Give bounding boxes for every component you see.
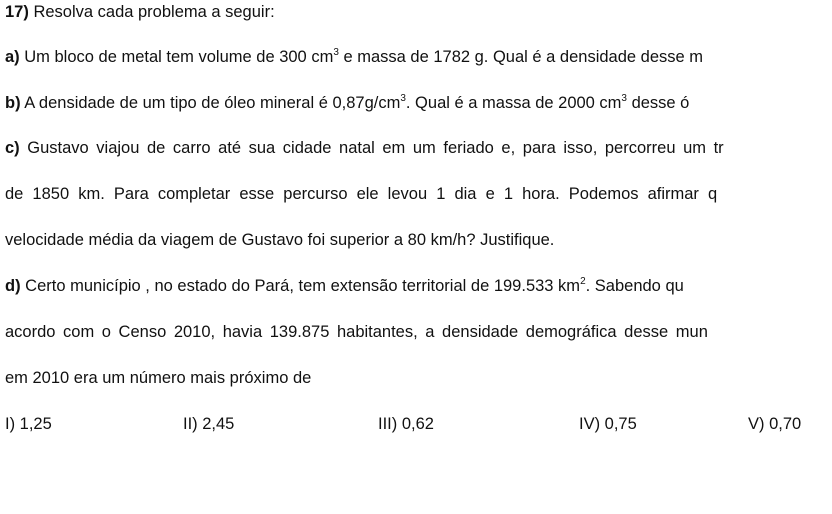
item-b-superscript-2: 3 bbox=[621, 93, 627, 104]
item-c-text-3: velocidade média da viagem de Gustavo foi superior a 80 km/h? Justifique. bbox=[5, 231, 555, 249]
option-iii: III) 0,62 bbox=[378, 415, 434, 433]
item-d-line-1 bbox=[5, 276, 684, 296]
item-d-text-1: Certo município , no estado do Pará, tem extensão territorial de 199.533 km bbox=[20, 277, 581, 295]
option-iv: IV) 0,75 bbox=[579, 415, 637, 433]
item-a bbox=[5, 47, 703, 67]
item-b-label: b) bbox=[5, 94, 21, 112]
option-ii: II) 2,45 bbox=[183, 415, 235, 433]
item-a-superscript: 3 bbox=[333, 47, 339, 58]
item-d-text-3: em 2010 era um número mais próximo de bbox=[5, 369, 312, 387]
item-b-superscript-1: 3 bbox=[400, 93, 406, 104]
question-instruction: Resolva cada problema a seguir: bbox=[28, 3, 275, 21]
item-d-superscript: 2 bbox=[580, 276, 586, 287]
item-a-label: a) bbox=[5, 48, 20, 66]
item-d-line-2 bbox=[5, 322, 708, 342]
item-c-label: c) bbox=[5, 139, 20, 157]
option-i: I) 1,25 bbox=[5, 415, 52, 433]
item-c-text-1: Gustavo viajou de carro até sua cidade natal em um feriado e, para isso, percorreu um tr bbox=[19, 139, 724, 157]
item-d-text-1-tail: . Sabendo qu bbox=[585, 277, 684, 295]
item-b-text-1: A densidade de um tipo de óleo mineral é 0,87g/cm bbox=[20, 94, 401, 112]
item-d-label: d) bbox=[5, 277, 21, 295]
item-b-text-3: desse ó bbox=[626, 94, 690, 112]
item-c-text-2: de 1850 km. Para completar esse percurso ele levou 1 dia e 1 hora. Podemos afirmar q bbox=[5, 185, 718, 203]
item-c-line-3 bbox=[5, 230, 554, 250]
question-heading bbox=[5, 2, 275, 22]
answer-options bbox=[5, 414, 832, 434]
item-a-text-1: Um bloco de metal tem volume de 300 cm bbox=[19, 48, 334, 66]
question-number: 17) bbox=[5, 3, 29, 21]
item-d-line-3 bbox=[5, 368, 311, 388]
option-v: V) 0,70 bbox=[748, 415, 802, 433]
item-b bbox=[5, 93, 689, 113]
item-b-text-2: . Qual é a massa de 2000 cm bbox=[405, 94, 622, 112]
item-d-text-2: acordo com o Censo 2010, havia 139.875 habitantes, a densidade demográfica desse mun bbox=[5, 323, 708, 341]
item-c-line-1 bbox=[5, 138, 724, 158]
item-a-text-2: e massa de 1782 g. Qual é a densidade desse m bbox=[338, 48, 704, 66]
item-c-line-2 bbox=[5, 184, 717, 204]
